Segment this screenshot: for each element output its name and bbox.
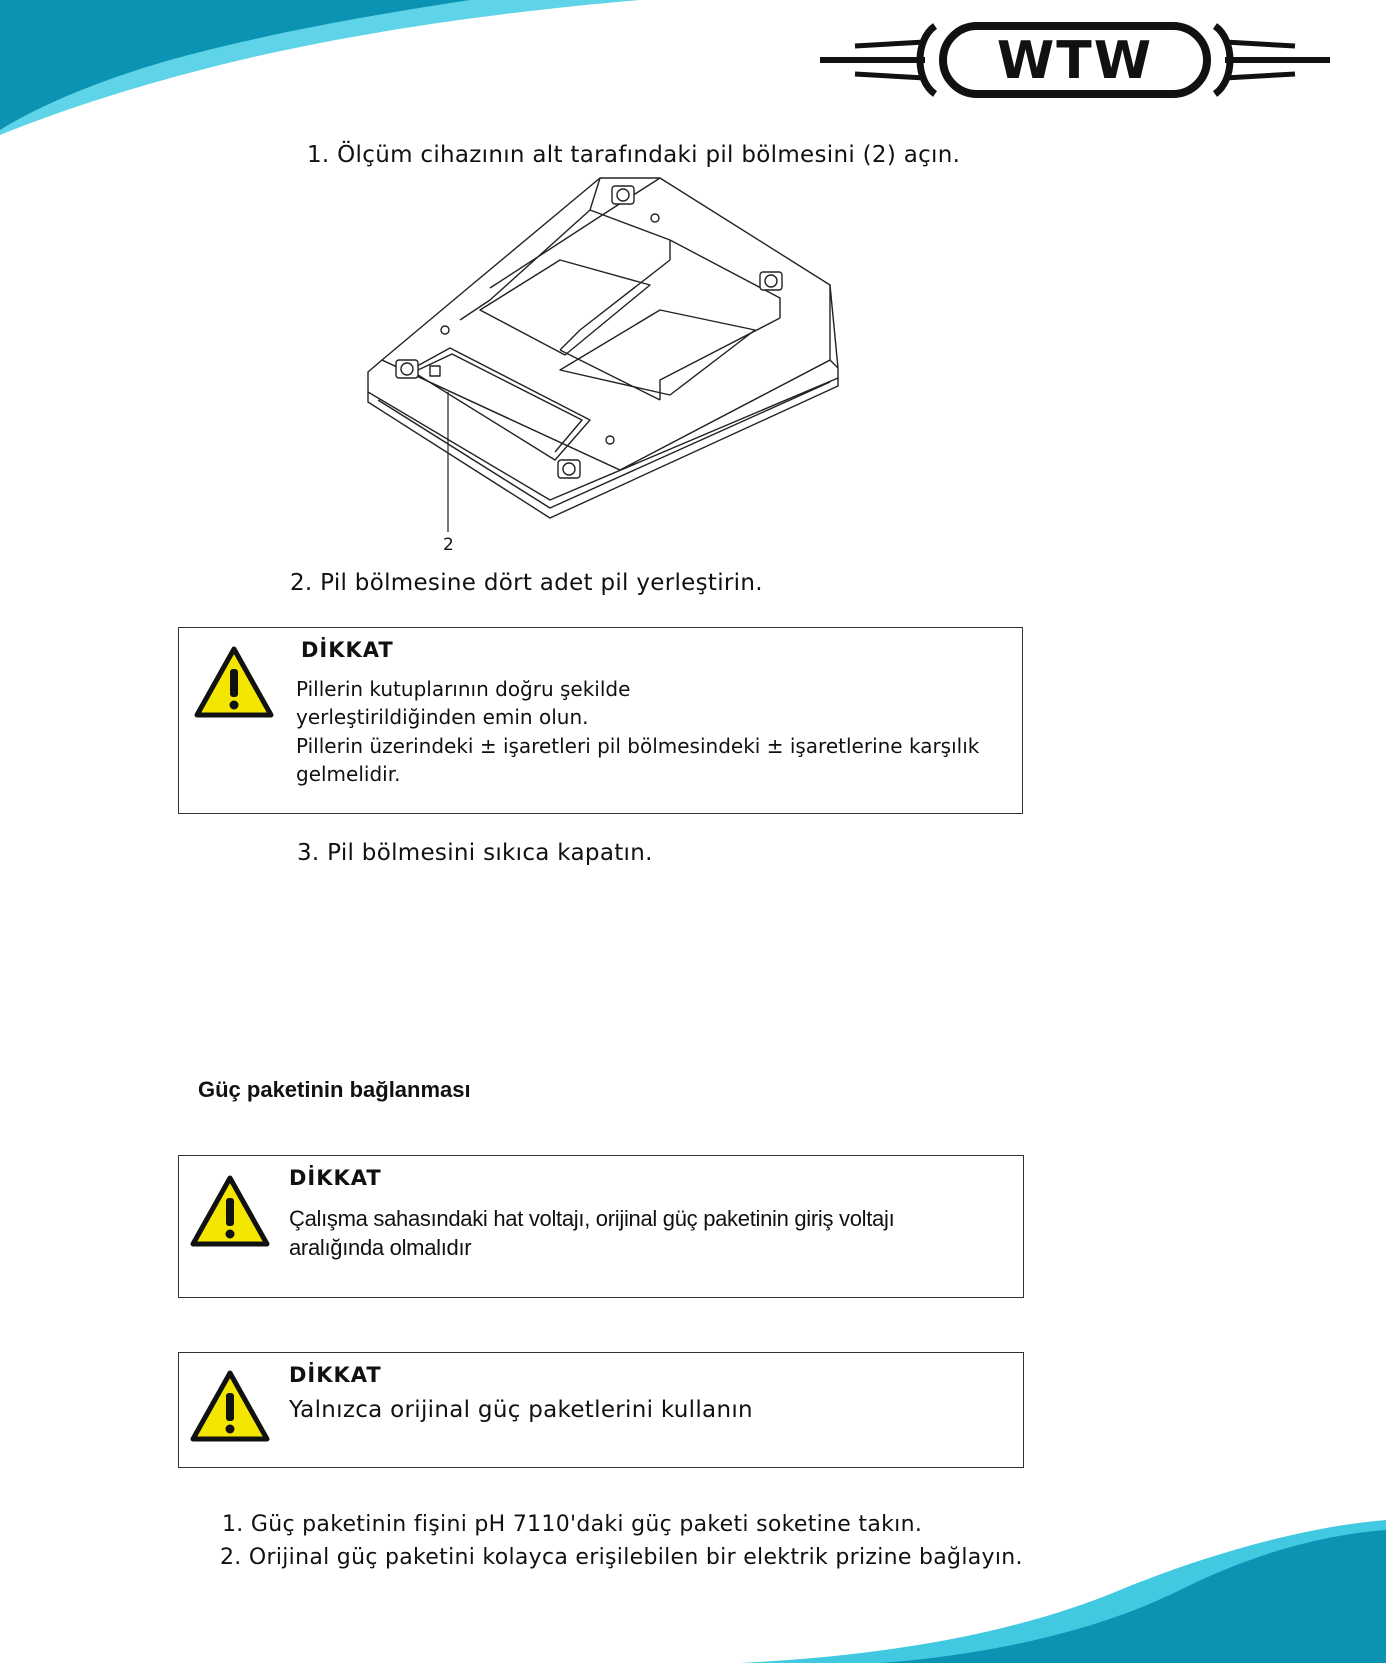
warning-box-original-power (178, 1352, 1024, 1468)
warning-title: DİKKAT (289, 1166, 382, 1190)
warning-text-line: gelmelidir. (296, 762, 401, 786)
figure-callout-label: 2 (443, 535, 454, 555)
logo-text: WTW (996, 31, 1154, 91)
wtw-logo (815, 20, 1335, 100)
warning-title: DİKKAT (289, 1363, 382, 1387)
warning-text-line: Çalışma sahasındaki hat voltajı, orijinal güç paketinin giriş voltajı (289, 1206, 895, 1231)
warning-text-line: Yalnızca orijinal güç paketlerini kullanın (289, 1397, 753, 1423)
warning-box-battery (178, 627, 1023, 814)
warning-text-line: yerleştirildiğinden emin olun. (296, 705, 589, 729)
warning-icon (189, 1369, 271, 1445)
battery-step-1: 1. Ölçüm cihazının alt tarafındaki pil bölmesini (2) açın. (307, 142, 961, 168)
warning-text-line: aralığında olmalıdır (289, 1235, 472, 1260)
bottom-wave-decoration (740, 1515, 1386, 1663)
warning-box-voltage (178, 1155, 1024, 1298)
battery-step-3: 3. Pil bölmesini sıkıca kapatın. (297, 840, 653, 866)
power-section-title: Güç paketinin bağlanması (198, 1077, 471, 1102)
warning-icon (189, 1174, 271, 1250)
power-step-2: 2. Orijinal güç paketini kolayca erişilebilen bir elektrik prizine bağlayın. (220, 1545, 1023, 1570)
warning-icon (193, 645, 275, 721)
battery-step-2: 2. Pil bölmesine dört adet pil yerleştirin. (290, 570, 763, 596)
warning-text-line: Pillerin üzerindeki ± işaretleri pil bölmesindeki ± işaretlerine karşılık (296, 734, 980, 758)
device-bottom-illustration (360, 170, 840, 565)
top-wave-decoration (0, 0, 640, 140)
power-step-1: 1. Güç paketinin fişini pH 7110'daki güç paketi soketine takın. (222, 1512, 923, 1537)
warning-title: DİKKAT (301, 638, 394, 662)
warning-text-line: Pillerin kutuplarının doğru şekilde (296, 677, 631, 701)
